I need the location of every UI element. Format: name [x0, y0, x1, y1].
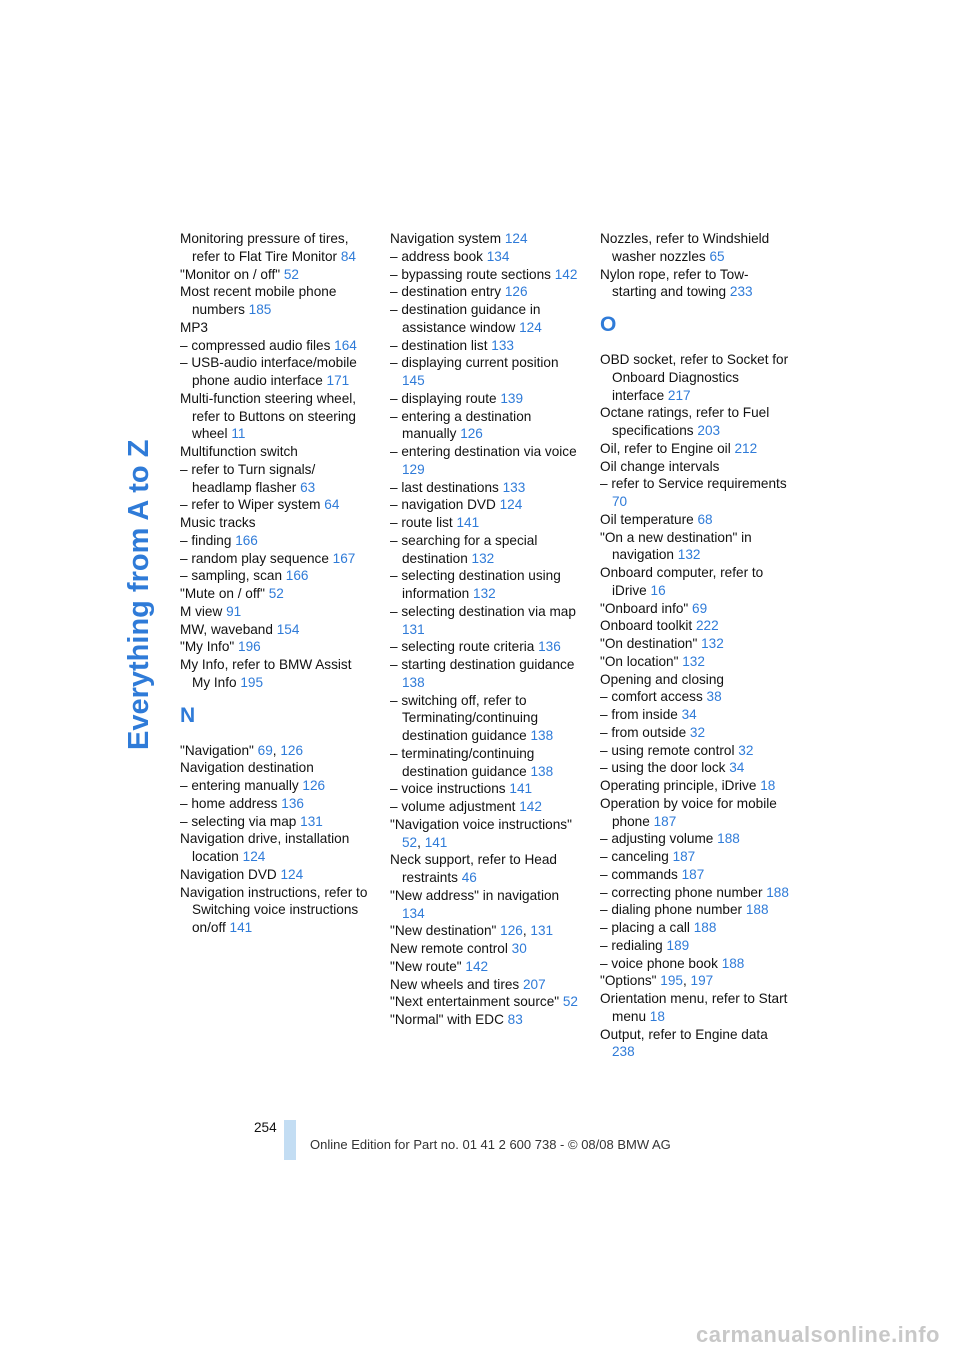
page-link[interactable]: 134 [402, 905, 425, 921]
page-link[interactable]: 124 [519, 319, 542, 335]
entry-text: – adjusting volume [600, 831, 714, 847]
page-link[interactable]: 124 [280, 866, 304, 882]
entry-text: "On a new destination" in navigation [600, 529, 752, 563]
index-column-3 [600, 230, 792, 1061]
index-entry [600, 972, 792, 990]
page-link[interactable]: 233 [729, 284, 753, 300]
index-entry [180, 638, 372, 656]
entry-text: – displaying current position [390, 355, 559, 371]
index-entry [600, 759, 792, 777]
page-link[interactable]: 126 [280, 742, 304, 758]
entry-text: – sampling, scan [180, 568, 283, 584]
side-title-svg [122, 230, 158, 750]
entry-text: New wheels and tires [390, 976, 520, 992]
entry-text: "Navigation voice instructions" [390, 816, 572, 832]
index-entry [390, 337, 582, 355]
page-link[interactable]: 11 [231, 426, 246, 442]
page-link[interactable]: 212 [734, 440, 758, 456]
entry-text: – correcting phone number [600, 884, 763, 900]
page-link[interactable]: 197 [690, 973, 714, 989]
page-link[interactable]: 84 [340, 248, 356, 264]
index-entry [390, 408, 582, 444]
index-entry [390, 443, 582, 479]
entry-text: M view [180, 603, 223, 619]
entry-text: My Info, refer to BMW Assist My Info [180, 657, 352, 690]
index-entry [180, 603, 372, 621]
page-link[interactable]: 133 [502, 479, 526, 495]
index-entry [390, 887, 582, 923]
entry-text: – random play sequence [180, 550, 329, 566]
entry-text: Oil, refer to Engine oil [600, 440, 731, 456]
entry-text: Navigation DVD [180, 866, 277, 882]
entry-text: Operation by voice for mobile phone [600, 795, 777, 829]
entry-text: – USB-audio interface/mobile phone audio interface [180, 355, 357, 388]
page-link[interactable]: 138 [402, 674, 425, 690]
page-link[interactable]: 52 [562, 994, 578, 1010]
page-link[interactable]: 126 [460, 426, 483, 442]
entry-text: MP3 [180, 319, 208, 335]
page-link[interactable]: 185 [248, 302, 272, 317]
page-link[interactable]: 154 [276, 621, 300, 637]
index-entry [600, 724, 792, 742]
index-entry [600, 600, 792, 618]
page-link[interactable]: 18 [760, 778, 776, 793]
entry-text: "Next entertainment source" [390, 994, 560, 1010]
page-link[interactable]: 132 [682, 653, 705, 669]
index-entry [600, 404, 792, 440]
page-link[interactable]: 142 [465, 958, 489, 974]
index-entry [390, 958, 582, 976]
page-link[interactable]: 34 [729, 760, 745, 776]
entry-text: – entering manually [180, 778, 299, 793]
index-entry [390, 283, 582, 301]
page-link[interactable]: 83 [507, 1012, 523, 1027]
page-link[interactable]: 34 [681, 707, 697, 722]
index-entry [180, 443, 372, 461]
entry-text: New remote control [390, 941, 508, 956]
entry-text: – displaying route [390, 390, 497, 406]
index-entry [390, 301, 582, 337]
entry-text: "New route" [390, 958, 462, 974]
index-entry [600, 919, 792, 937]
entry-text: – volume adjustment [390, 799, 516, 814]
page-link[interactable]: 145 [402, 373, 425, 388]
index-entry [600, 795, 792, 831]
entry-text: – destination guidance in assistance window [390, 302, 541, 335]
page-link[interactable]: 167 [332, 550, 356, 566]
index-entry [390, 248, 582, 266]
entry-text: Navigation destination [180, 760, 314, 776]
index-entry [180, 354, 372, 390]
entry-text: Opening and closing [600, 671, 724, 687]
entry-text: – destination entry [390, 284, 502, 300]
entry-text: – from outside [600, 724, 687, 740]
index-column-1 [180, 230, 372, 937]
entry-text: "On destination" [600, 636, 698, 651]
section-letter: N [180, 703, 196, 727]
page-link[interactable]: 131 [530, 923, 554, 939]
index-entry [390, 922, 582, 940]
index-entry [180, 777, 372, 795]
page-link[interactable]: 65 [709, 248, 725, 264]
page-link[interactable]: 124 [242, 849, 266, 864]
index-entry [180, 283, 372, 319]
entry-text: Oil change intervals [600, 458, 720, 474]
entry-text: – dialing phone number [600, 902, 743, 918]
page-link[interactable]: 69 [692, 600, 708, 616]
page-link[interactable]: 139 [500, 390, 524, 406]
entry-text: – searching for a special destination [390, 532, 538, 566]
page-number: 254 [254, 1120, 277, 1135]
index-entry [600, 706, 792, 724]
index-entry [390, 567, 582, 603]
index-entry [600, 671, 792, 689]
page-separator: , [682, 973, 687, 989]
entry-text: Nylon rope, refer to Tow-starting and towing [600, 266, 749, 300]
index-entry [600, 564, 792, 600]
entry-text: Navigation system [390, 231, 502, 246]
index-entry [390, 603, 582, 639]
index-entry [390, 266, 582, 284]
entry-text: – using remote control [600, 742, 735, 758]
page-link[interactable]: 187 [681, 866, 705, 882]
entry-text: Music tracks [180, 515, 256, 530]
entry-text: Multifunction switch [180, 444, 298, 459]
side-title-text: Everything from A to Z [123, 439, 155, 750]
entry-text: Nozzles, refer to Windshield washer nozzles [600, 231, 770, 264]
page-link[interactable]: 124 [499, 497, 523, 513]
page-link[interactable]: 187 [653, 813, 677, 829]
entry-text: Navigation drive, installation location [180, 831, 350, 864]
index-entry [180, 585, 372, 603]
page-link[interactable]: 126 [504, 284, 528, 300]
entry-text: – refer to Wiper system [180, 497, 321, 513]
page-link[interactable]: 187 [672, 849, 696, 864]
index-entry [180, 337, 372, 355]
index-entry [600, 511, 792, 529]
entry-text: – switching off, refer to Terminating/continuing destination guidance [390, 692, 539, 743]
page-link[interactable]: 68 [697, 511, 713, 527]
index-entry [390, 1011, 582, 1029]
page-link[interactable]: 132 [471, 550, 495, 566]
page-link[interactable]: 91 [226, 603, 242, 619]
index-entry [390, 514, 582, 532]
page-link[interactable]: 142 [519, 799, 542, 814]
page-link[interactable]: 141 [424, 834, 448, 850]
entry-text: Onboard computer, refer to iDrive [600, 565, 764, 598]
entry-text: MW, waveband [180, 621, 273, 637]
entry-text: – bypassing route sections [390, 266, 551, 282]
index-entry [600, 937, 792, 955]
page-link[interactable]: 129 [402, 461, 425, 477]
page-link[interactable]: 30 [511, 941, 527, 956]
entry-text: – compressed audio files [180, 337, 331, 353]
entry-text: – home address [180, 795, 278, 811]
page-link[interactable]: 126 [302, 778, 326, 793]
entry-text: "New address" in navigation [390, 887, 560, 903]
page-link[interactable]: 142 [554, 266, 578, 282]
page-link[interactable]: 32 [738, 742, 754, 758]
page-separator: , [522, 923, 527, 939]
page-link[interactable]: 18 [649, 1008, 665, 1024]
entry-text: – selecting destination using information [390, 568, 561, 601]
entry-text: – from inside [600, 707, 678, 722]
page-link[interactable]: 132 [701, 636, 724, 651]
entry-text: – using the door lock [600, 760, 726, 776]
index-entry [390, 780, 582, 798]
entry-text: – commands [600, 866, 678, 882]
index-entry [600, 475, 792, 511]
entry-text: – voice instructions [390, 781, 506, 797]
page-link[interactable]: 138 [530, 763, 554, 779]
entry-text: – voice phone book [600, 955, 718, 971]
page-link[interactable]: 141 [509, 781, 533, 797]
index-entry [600, 777, 792, 795]
entry-text: "My Info" [180, 639, 235, 655]
entry-text: Oil temperature [600, 511, 694, 527]
index-entry [600, 653, 792, 671]
entry-text: – refer to Service requirements [600, 476, 787, 492]
page-link[interactable]: 164 [334, 337, 357, 353]
index-entry [390, 940, 582, 958]
page-link[interactable]: 188 [693, 920, 717, 935]
index-entry [390, 532, 582, 568]
page-link[interactable]: 196 [238, 639, 261, 655]
index-entry [180, 621, 372, 639]
index-entry [180, 656, 372, 692]
entry-text: "Onboard info" [600, 600, 689, 616]
page-link[interactable]: 126 [500, 923, 523, 939]
entry-text: "Mute on / off" [180, 586, 265, 601]
entry-text: Operating principle, iDrive [600, 778, 757, 793]
index-entry [390, 496, 582, 514]
entry-text: – entering a destination manually [390, 408, 532, 442]
page-link[interactable]: 46 [461, 870, 477, 885]
entry-text: – finding [180, 532, 232, 548]
index-entry [180, 390, 372, 443]
page-link[interactable]: 188 [766, 884, 789, 900]
index-entry [180, 567, 372, 585]
page-link[interactable]: 136 [281, 795, 304, 811]
index-entry [600, 901, 792, 919]
page-link[interactable]: 64 [324, 497, 340, 513]
entry-text: – entering destination via voice [390, 444, 577, 459]
page-link[interactable]: 52 [402, 834, 418, 850]
index-entry [180, 830, 372, 866]
page-link[interactable]: 141 [456, 515, 480, 530]
index-entry [600, 440, 792, 458]
entry-text: – comfort access [600, 689, 703, 705]
section-letter: O [600, 313, 617, 336]
page-link[interactable]: 195 [240, 674, 264, 690]
index-entry [180, 532, 372, 550]
page-link[interactable]: 222 [695, 618, 719, 634]
entry-text: – navigation DVD [390, 497, 496, 513]
page-link[interactable]: 188 [745, 902, 769, 918]
entry-text: OBD socket, refer to Socket for Onboard Diagnostics interface [600, 352, 789, 403]
entry-text: – selecting via map [180, 813, 297, 829]
page-link[interactable]: 141 [229, 920, 253, 935]
index-entry [390, 993, 582, 1011]
index-entry [180, 742, 372, 760]
index-entry [390, 816, 582, 852]
entry-text: – redialing [600, 937, 663, 953]
index-entry [600, 990, 792, 1026]
footer-bar [284, 1120, 296, 1160]
page-separator: , [272, 742, 277, 758]
entry-text: – address book [390, 248, 483, 264]
side-title [122, 230, 158, 750]
entry-text: – terminating/continuing destination guidance [390, 745, 535, 779]
page-link[interactable]: 188 [721, 955, 745, 971]
index-entry [600, 529, 792, 565]
page-separator: , [417, 834, 421, 850]
entry-text: – refer to Turn signals/ headlamp flasher [180, 461, 316, 495]
index-entry [180, 496, 372, 514]
entry-text: – destination list [390, 337, 488, 353]
page-link[interactable]: 171 [326, 373, 350, 388]
entry-text: Neck support, refer to Head restraints [390, 852, 557, 885]
index-entry [390, 479, 582, 497]
entry-text: "New destination" [390, 923, 497, 939]
page-link[interactable]: 133 [491, 337, 514, 353]
page-link[interactable]: 238 [612, 1044, 635, 1060]
index-column-2 [390, 230, 582, 1029]
page-link[interactable]: 217 [667, 387, 691, 403]
page-link[interactable]: 69 [257, 742, 273, 758]
page-link[interactable]: 166 [285, 568, 309, 584]
entry-text: Orientation menu, refer to Start menu [600, 991, 788, 1024]
index-entry [600, 848, 792, 866]
page-link[interactable]: 70 [612, 494, 628, 509]
index-entry [180, 550, 372, 568]
index-entry [180, 266, 372, 284]
page-link[interactable]: 136 [538, 639, 561, 655]
index-entry [180, 759, 372, 777]
index-entry [390, 354, 582, 390]
index-entry [600, 742, 792, 760]
footer-text: Online Edition for Part no. 01 41 2 600 738 - © 08/08 BMW AG [310, 1137, 671, 1152]
index-entry [600, 955, 792, 973]
index-entry [390, 798, 582, 816]
index-entry [600, 830, 792, 848]
entry-text: Onboard toolkit [600, 618, 693, 634]
index-entry [390, 656, 582, 692]
entry-text: "Options" [600, 973, 657, 989]
page-link[interactable]: 166 [235, 532, 258, 548]
page-link[interactable]: 52 [268, 586, 284, 601]
index-entry [390, 851, 582, 887]
page-link[interactable]: 138 [530, 728, 554, 743]
watermark: carmanualsonline.info [696, 1322, 940, 1347]
index-entry [390, 390, 582, 408]
page-link[interactable]: 63 [300, 479, 316, 495]
index-entry [390, 638, 582, 656]
index-entry [180, 461, 372, 497]
index-entry [600, 884, 792, 902]
page-link[interactable]: 189 [666, 937, 690, 953]
page-link[interactable]: 207 [522, 976, 546, 992]
index-entry [600, 866, 792, 884]
entry-text: Output, refer to Engine data [600, 1026, 768, 1042]
index-entry [600, 458, 792, 476]
index-entry [180, 813, 372, 831]
index-entry [390, 692, 582, 745]
index-entry [180, 230, 372, 266]
index-entry [600, 688, 792, 706]
entry-text: – last destinations [390, 479, 499, 495]
page-link[interactable]: 52 [283, 266, 299, 282]
index-entry [600, 617, 792, 635]
page-link[interactable]: 132 [677, 547, 701, 563]
entry-text: Octane ratings, refer to Fuel specifications [600, 405, 770, 438]
page-link[interactable]: 203 [697, 423, 721, 438]
entry-text: – selecting route criteria [390, 639, 535, 655]
index-entry [600, 351, 792, 404]
entry-text: – placing a call [600, 920, 690, 935]
entry-text: – starting destination guidance [390, 657, 575, 672]
entry-text: – route list [390, 515, 453, 530]
page-link[interactable]: 32 [689, 724, 706, 740]
index-entry [180, 514, 372, 532]
index-entry [600, 1026, 792, 1062]
entry-text: – selecting destination via map [390, 603, 576, 619]
entry-text: Multi-function steering wheel, refer to Buttons on steering wheel [180, 390, 357, 442]
index-entry [180, 319, 372, 337]
index-entry [180, 884, 372, 937]
page-link[interactable]: 131 [402, 621, 425, 637]
entry-text: "Navigation" [180, 742, 254, 758]
entry-text: Most recent mobile phone numbers [180, 284, 337, 317]
index-entry [600, 266, 792, 302]
page-link[interactable]: 134 [486, 248, 510, 264]
page-link[interactable]: 16 [650, 582, 666, 598]
page-link[interactable]: 131 [300, 813, 323, 829]
entry-text: "Monitor on / off" [180, 266, 281, 282]
index-entry [180, 866, 372, 884]
page-link[interactable]: 38 [706, 689, 722, 705]
index-entry [600, 230, 792, 266]
page-link[interactable]: 132 [473, 586, 496, 601]
entry-text: – canceling [600, 849, 669, 864]
page-link[interactable]: 124 [504, 231, 528, 246]
entry-text: Monitoring pressure of tires, refer to Flat Tire Monitor [180, 231, 349, 264]
index-entry [600, 635, 792, 653]
index-entry [390, 976, 582, 994]
entry-text: "On location" [600, 653, 679, 669]
entry-text: "Normal" with EDC [390, 1012, 504, 1027]
index-entry [390, 745, 582, 781]
page-link[interactable]: 188 [717, 831, 740, 847]
page-link[interactable]: 195 [660, 973, 683, 989]
index-entry [390, 230, 582, 248]
entry-text: Navigation instructions, refer to Switching voice instructions on/off [180, 884, 368, 935]
index-entry [180, 795, 372, 813]
